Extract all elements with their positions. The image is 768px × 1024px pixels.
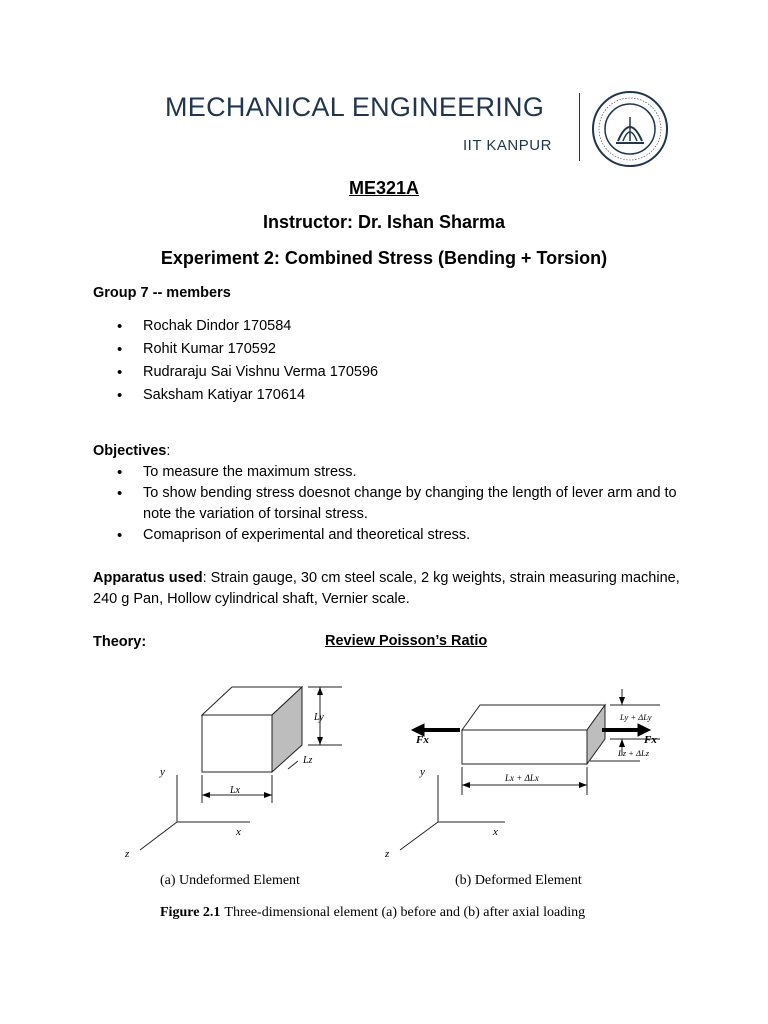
apparatus-paragraph <box>93 568 683 610</box>
list-item: • To measure the maximum stress. <box>117 462 677 483</box>
axis-z-label: z <box>125 848 130 860</box>
caption-a: (a) Undeformed Element <box>160 873 300 888</box>
axis-y-label-b: y <box>420 766 425 778</box>
axis-x-label: x <box>236 826 241 838</box>
header-divider <box>579 93 580 161</box>
list-item: • Rochak Dindor 170584 <box>117 316 378 339</box>
axis-x-label-b: x <box>493 826 498 838</box>
theory-label: Theory: <box>93 634 147 650</box>
list-item: • Comaprison of experimental and theoretical stress. <box>117 525 677 546</box>
ly-deformed-label: Ly + ΔLy <box>620 712 652 722</box>
apparatus-label: Apparatus used <box>93 570 203 586</box>
poisson-ratio-figure <box>120 675 660 925</box>
members-list <box>117 316 378 408</box>
axis-y-label: y <box>160 766 165 778</box>
list-item: • Rohit Kumar 170592 <box>117 339 378 362</box>
deformed-block-side <box>587 705 605 764</box>
caption-b: (b) Deformed Element <box>455 873 582 888</box>
lz-deformed-label: Lz + ΔLz <box>618 748 650 758</box>
lx-label: Lx <box>230 785 240 796</box>
z-axis <box>140 822 177 850</box>
list-item: • Rudraraju Sai Vishnu Verma 170596 <box>117 362 378 385</box>
lx-deformed-label: Lx + ΔLx <box>505 773 539 783</box>
objectives-label: Objectives <box>93 443 167 459</box>
undeformed-block-front <box>202 715 272 772</box>
objectives-list <box>117 462 677 546</box>
figure-caption-text: Three-dimensional element (a) before and (b) after axial loading <box>224 905 586 920</box>
ly-label: Ly <box>314 712 324 723</box>
undeformed-block-side <box>272 687 302 772</box>
axis-z-label-b: z <box>385 848 390 860</box>
instructor-line: Instructor: Dr. Ishan Sharma <box>262 212 506 232</box>
course-code: ME321A <box>348 178 420 198</box>
institute-seal-icon <box>590 89 670 169</box>
lz-label: Lz <box>303 755 313 766</box>
deformed-block-top <box>462 705 605 730</box>
fx-label-left: Fx <box>416 734 429 746</box>
group-heading: Group 7 -- members <box>93 285 231 301</box>
department-title: MECHANICAL ENGINEERING <box>165 92 545 122</box>
theory-subtitle: Review Poisson’s Ratio <box>325 633 488 649</box>
deformed-block-front <box>462 730 587 764</box>
figure-number: Figure 2.1 <box>160 905 221 920</box>
objectives-heading <box>93 441 170 462</box>
institute-name: IIT KANPUR <box>463 137 552 154</box>
fx-label-right: Fx <box>644 734 657 746</box>
list-item: • To show bending stress doesnot change by changing the length of lever arm and to note the variation of torsinal stress. <box>117 483 677 525</box>
figure-caption <box>160 905 585 920</box>
objectives-colon: : <box>166 443 171 459</box>
list-item: • Saksham Katiyar 170614 <box>117 385 378 408</box>
experiment-title: Experiment 2: Combined Stress (Bending + Torsion) <box>160 248 608 268</box>
apparatus-text: : Strain gauge, 30 cm steel scale, 2 kg weights, strain measuring machine, 240 g Pan, Hollow cylindrical shaft, Vernier scale. <box>93 570 680 607</box>
